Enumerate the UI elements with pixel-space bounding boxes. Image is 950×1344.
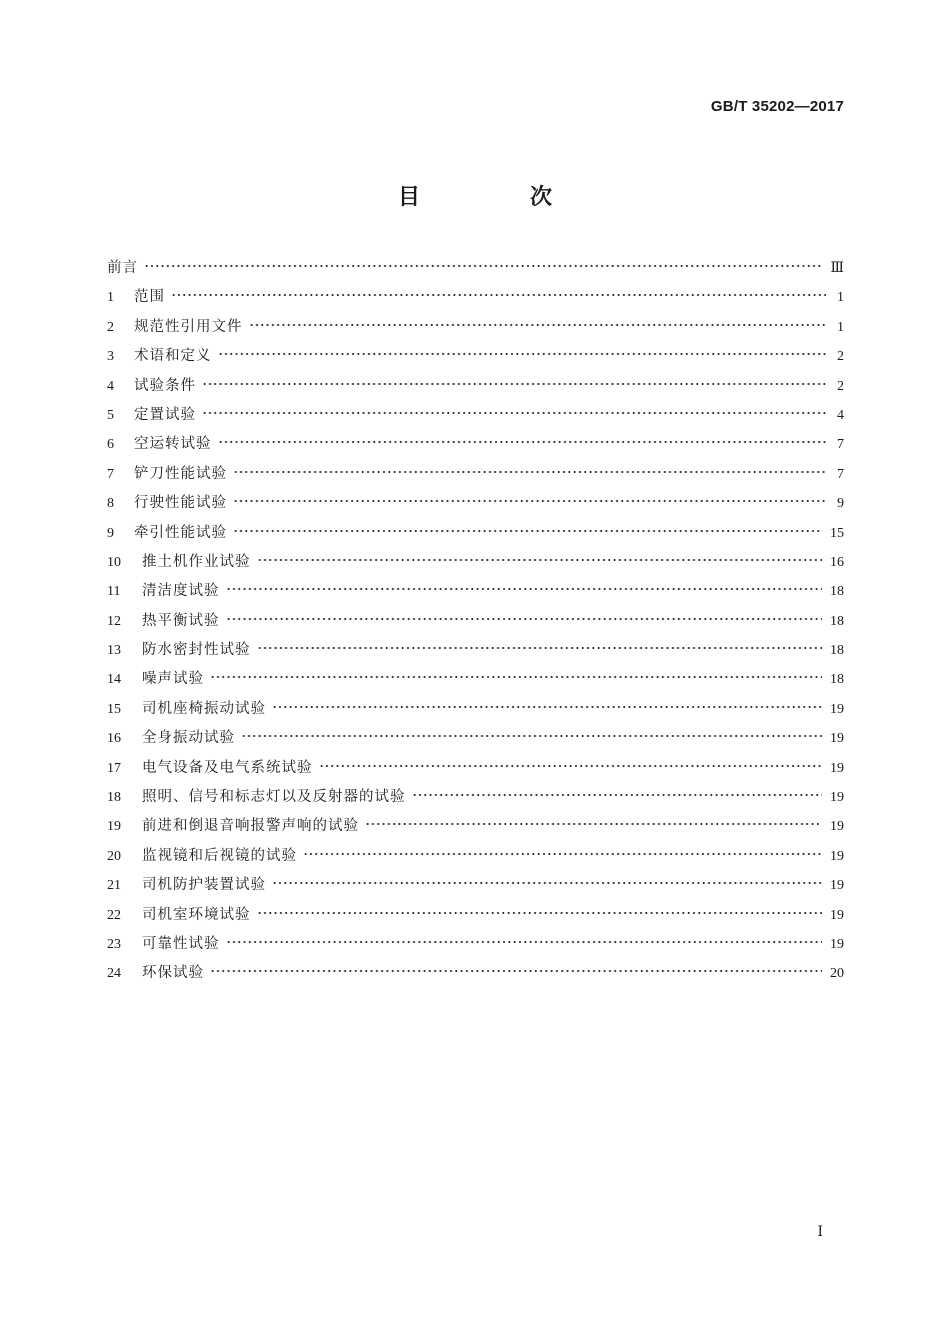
toc-dot-leader — [412, 790, 823, 800]
toc-section-number: 2 — [107, 319, 114, 335]
toc-section-number: 19 — [107, 819, 121, 835]
toc-row[interactable] — [107, 961, 844, 990]
toc-row[interactable] — [107, 903, 844, 932]
toc-row[interactable] — [107, 609, 844, 638]
toc-row[interactable] — [107, 256, 844, 285]
toc-dot-leader — [144, 261, 822, 271]
toc-section-title: 可靠性试验 — [142, 935, 220, 952]
toc-section-title: 全身振动试验 — [142, 730, 235, 747]
toc-row[interactable] — [107, 315, 844, 344]
toc-dot-leader — [272, 878, 822, 888]
toc-page-number: 19 — [830, 936, 844, 952]
toc-row[interactable] — [107, 462, 844, 491]
toc-dot-leader — [257, 908, 823, 918]
toc-page-number: 1 — [837, 290, 844, 306]
toc-section-title: 牵引性能试验 — [134, 524, 227, 541]
toc-section-title: 行驶性能试验 — [134, 495, 227, 512]
toc-row[interactable] — [107, 374, 844, 403]
toc-section-title: 司机座椅振动试验 — [142, 700, 266, 717]
toc-row[interactable] — [107, 814, 844, 843]
toc-section-number: 22 — [107, 907, 121, 923]
toc-dot-leader — [249, 320, 827, 330]
toc-page-number: 19 — [830, 790, 844, 806]
toc-section-title: 电气设备及电气系统试验 — [142, 759, 313, 776]
toc-dot-leader — [226, 584, 823, 594]
toc-dot-leader — [241, 731, 822, 741]
toc-dot-leader — [233, 526, 822, 536]
toc-dot-leader — [210, 672, 822, 682]
toc-section-number: 23 — [107, 936, 121, 952]
toc-section-number: 15 — [107, 701, 121, 717]
toc-page-number: 19 — [830, 907, 844, 923]
toc-section-title: 清洁度试验 — [142, 583, 220, 600]
toc-page-number: 2 — [837, 349, 844, 365]
toc-page-number: 19 — [830, 878, 844, 894]
toc-row[interactable] — [107, 285, 844, 314]
toc-section-title: 监视镜和后视镜的试验 — [142, 847, 297, 864]
toc-dot-leader — [257, 643, 823, 653]
toc-dot-leader — [257, 555, 823, 565]
toc-section-number: 20 — [107, 848, 121, 864]
toc-section-title: 噪声试验 — [142, 671, 204, 688]
toc-page-number: 18 — [830, 613, 844, 629]
toc-section-number: 13 — [107, 643, 121, 659]
toc-row[interactable] — [107, 667, 844, 696]
toc-section-number: 1 — [107, 290, 114, 306]
toc-page-number: 1 — [837, 319, 844, 335]
toc-page-number: 15 — [830, 525, 844, 541]
toc-section-title: 照明、信号和标志灯以及反射器的试验 — [142, 789, 406, 806]
toc-section-title: 铲刀性能试验 — [134, 465, 227, 482]
toc-section-number: 17 — [107, 760, 121, 776]
toc-dot-leader — [202, 408, 826, 418]
toc-section-title: 司机防护装置试验 — [142, 877, 266, 894]
toc-page-number: 9 — [837, 496, 844, 512]
toc-page-number: 19 — [830, 701, 844, 717]
toc-page-number: 18 — [830, 643, 844, 659]
toc-dot-leader — [233, 467, 826, 477]
toc-page-number: 18 — [830, 584, 844, 600]
page-title: 目 次 — [397, 185, 596, 210]
toc-dot-leader — [202, 379, 826, 389]
toc-row[interactable] — [107, 638, 844, 667]
toc-row[interactable] — [107, 873, 844, 902]
toc-row[interactable] — [107, 344, 844, 373]
toc-section-title: 推土机作业试验 — [142, 553, 251, 570]
toc-section-number: 18 — [107, 790, 121, 806]
toc-page-number: 19 — [830, 760, 844, 776]
toc-dot-leader — [171, 290, 826, 300]
toc-row[interactable] — [107, 844, 844, 873]
toc-section-title: 司机室环境试验 — [142, 906, 251, 923]
toc-page-number: 7 — [837, 466, 844, 482]
toc-page-number: 4 — [837, 407, 844, 423]
toc-page-number: 19 — [830, 848, 844, 864]
toc-row[interactable] — [107, 756, 844, 785]
toc-dot-leader — [365, 819, 822, 829]
toc-section-title: 前进和倒退音响报警声响的试验 — [142, 818, 359, 835]
toc-section-number: 7 — [107, 466, 114, 482]
toc-dot-leader — [226, 614, 823, 624]
toc-page-number: 7 — [837, 437, 844, 453]
toc-section-number: 12 — [107, 613, 121, 629]
toc-page-number: 16 — [830, 554, 844, 570]
toc-section-title: 试验条件 — [134, 377, 196, 394]
toc-dot-leader — [303, 849, 822, 859]
toc-row[interactable] — [107, 403, 844, 432]
toc-page-number: Ⅲ — [830, 261, 844, 276]
toc-row[interactable] — [107, 726, 844, 755]
toc-section-number: 9 — [107, 525, 114, 541]
toc-page-number: 19 — [830, 731, 844, 747]
toc-section-title: 环保试验 — [142, 965, 204, 982]
toc-section-title: 规范性引用文件 — [134, 318, 243, 335]
toc-section-number: 16 — [107, 731, 121, 747]
toc-row[interactable] — [107, 785, 844, 814]
toc-section-title: 范围 — [134, 289, 165, 306]
toc-section-number: 6 — [107, 437, 114, 453]
toc-section-number: 24 — [107, 966, 121, 982]
toc-section-title: 前言 — [107, 260, 138, 276]
toc-section-title: 空运转试验 — [134, 436, 212, 453]
toc-dot-leader — [218, 349, 827, 359]
toc-row[interactable] — [107, 697, 844, 726]
toc-section-number: 8 — [107, 496, 114, 512]
toc-page-number: 19 — [830, 819, 844, 835]
toc-dot-leader — [233, 496, 826, 506]
toc-dot-leader — [210, 966, 822, 976]
toc-row[interactable] — [107, 579, 844, 608]
toc-page-number: 2 — [837, 378, 844, 394]
toc-section-number: 4 — [107, 378, 114, 394]
toc-section-title: 防水密封性试验 — [142, 642, 251, 659]
toc-dot-leader — [218, 437, 827, 447]
table-of-contents — [107, 256, 844, 991]
toc-row[interactable] — [107, 432, 844, 461]
footer-page-number: Ⅰ — [817, 1225, 823, 1240]
toc-dot-leader — [226, 937, 823, 947]
toc-page-number: 20 — [830, 966, 844, 982]
toc-section-title: 热平衡试验 — [142, 612, 220, 629]
toc-section-number: 11 — [107, 584, 121, 600]
toc-page-number: 18 — [830, 672, 844, 688]
toc-section-number: 21 — [107, 878, 121, 894]
toc-row[interactable] — [107, 521, 844, 550]
toc-dot-leader — [272, 702, 822, 712]
toc-section-title: 定置试验 — [134, 406, 196, 423]
toc-section-title: 术语和定义 — [134, 348, 212, 365]
toc-row[interactable] — [107, 491, 844, 520]
toc-row[interactable] — [107, 932, 844, 961]
toc-section-number: 14 — [107, 672, 121, 688]
toc-section-number: 10 — [107, 554, 121, 570]
toc-section-number: 5 — [107, 407, 114, 423]
toc-section-number: 3 — [107, 349, 114, 365]
toc-row[interactable] — [107, 550, 844, 579]
toc-dot-leader — [319, 761, 823, 771]
standard-code: GB/T 35202—2017 — [710, 98, 844, 115]
